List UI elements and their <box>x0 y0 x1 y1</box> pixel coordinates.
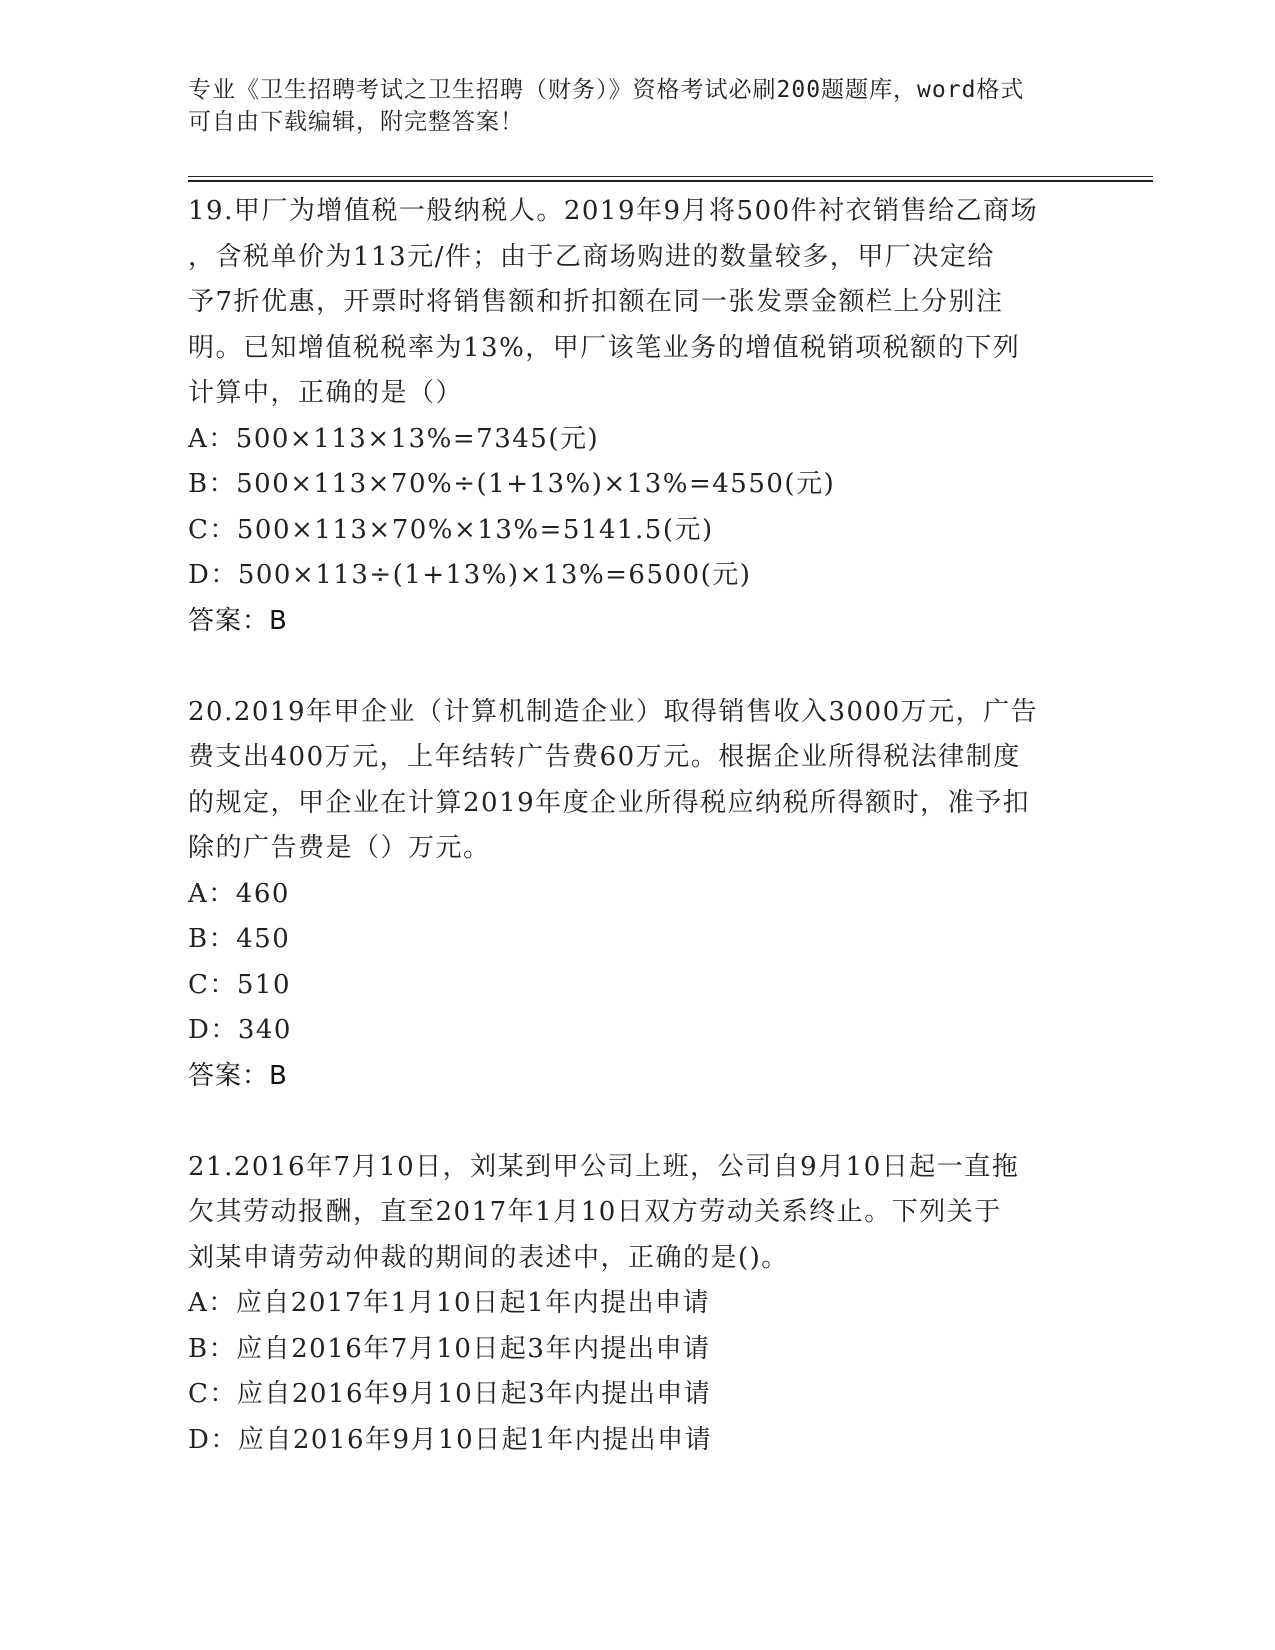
answer-label: 答案：B <box>188 1060 288 1091</box>
option-b: B：450 <box>188 924 291 954</box>
question-text-line: 19.甲厂为增值税一般纳税人。2019年9月将500件衬衣销售给乙商场 <box>188 196 1039 226</box>
spacer <box>188 1099 1088 1145</box>
question-text-line: 明。已知增值税税率为13%，甲厂该笔业务的增值税销项税额的下列 <box>188 332 1021 363</box>
header-line-2: 可自由下载编辑，附完整答案！ <box>188 109 524 135</box>
question-21 <box>188 1145 1088 1464</box>
option-c: C：应自2016年9月10日起3年内提出申请 <box>188 1379 712 1409</box>
option-c: C：510 <box>188 969 292 1000</box>
header-rule-thin <box>188 176 1153 177</box>
question-text-line: ，含税单价为113元/件；由于乙商场购进的数量较多，甲厂决定给 <box>188 241 995 272</box>
option-d: D：500×113÷(1+13%)×13%=6500(元) <box>188 560 752 590</box>
header-rule-thick <box>188 180 1153 182</box>
question-20 <box>188 690 1088 1100</box>
question-text-line: 欠其劳动报酬，直至2017年1月10日双方劳动关系终止。下列关于 <box>188 1197 1002 1227</box>
answer-label: 答案：B <box>188 605 288 636</box>
question-text-line: 21.2016年7月10日，刘某到甲公司上班，公司自9月10日起一直拖 <box>188 1151 1020 1182</box>
spacer <box>188 644 1088 690</box>
question-text-line: 20.2019年甲企业（计算机制造企业）取得销售收入3000万元，广告 <box>188 696 1039 727</box>
option-d: D：340 <box>188 1015 292 1045</box>
page-header <box>188 74 1088 138</box>
question-text-line: 计算中，正确的是（） <box>188 378 464 408</box>
question-19 <box>188 189 1088 644</box>
option-b: B：500×113×70%÷(1+13%)×13%=4550(元) <box>188 469 836 499</box>
option-a: A：应自2017年1月10日起1年内提出申请 <box>188 1288 711 1318</box>
header-line-1: 专业《卫生招聘考试之卫生招聘（财务）》资格考试必刷200题题库，word格式 <box>188 77 1025 103</box>
question-text-line: 予7折优惠，开票时将销售额和折扣额在同一张发票金额栏上分别注 <box>188 287 1004 317</box>
question-list <box>188 189 1088 1463</box>
option-b: B：应自2016年7月10日起3年内提出申请 <box>188 1333 711 1364</box>
question-text-line: 刘某申请劳动仲裁的期间的表述中，正确的是()。 <box>188 1242 789 1273</box>
option-a: A：500×113×13%=7345(元) <box>188 423 600 454</box>
option-d: D：应自2016年9月10日起1年内提出申请 <box>188 1424 713 1455</box>
question-text-line: 除的广告费是（）万元。 <box>188 833 491 863</box>
option-c: C：500×113×70%×13%=5141.5(元) <box>188 514 714 545</box>
option-a: A：460 <box>188 878 290 909</box>
question-text-line: 费支出400万元，上年结转广告费60万元。根据企业所得税法律制度 <box>188 742 1021 772</box>
question-text-line: 的规定，甲企业在计算2019年度企业所得税应纳税所得额时，准予扣 <box>188 787 1031 818</box>
